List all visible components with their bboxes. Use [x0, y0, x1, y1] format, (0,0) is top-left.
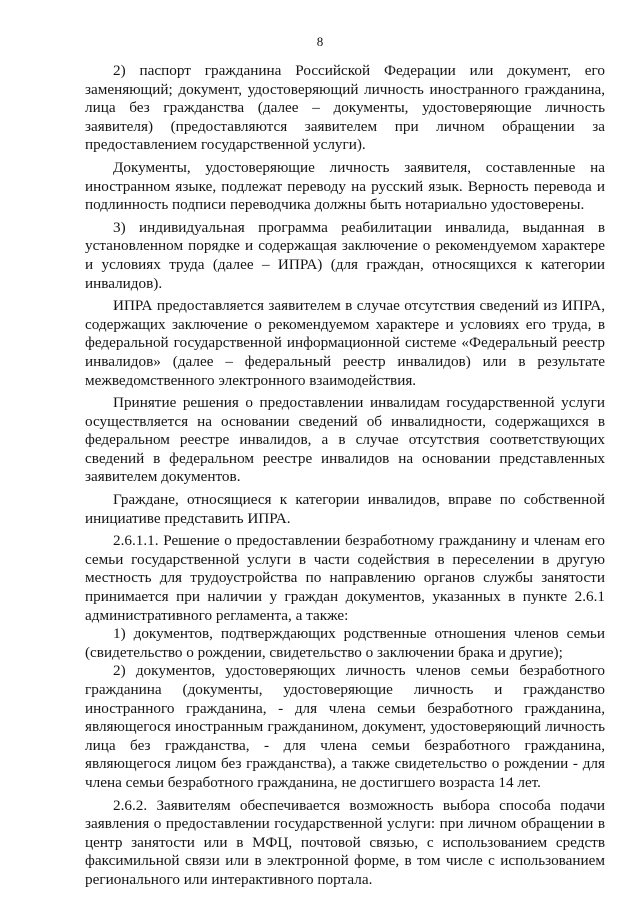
- paragraph-ipra-provision: ИПРА предоставляется заявителем в случае отсутствия сведений из ИПРА, содержащих заключение о рекомендуемом характере и условиях его труда, в федеральной государственной информационной системе «Федеральный реестр инвалидов» (далее – федеральный реестр инвалидов) или в результате межведомственного электронного взаимодействия.: [85, 297, 605, 389]
- paragraph-2-6-1-1: 2.6.1.1. Решение о предоставлении безработному гражданину и членам его семьи государственной услуги в части содействия в переселении в другую местность для трудоустройства по направлению органов службы занятости принимается при наличии у граждан документов, указанных в пункте 2.6.1 административного регламента, а также:: [85, 532, 605, 624]
- paragraph-passport: 2) паспорт гражданина Российской Федерации или документ, его заменяющий; документ, удостоверяющий личность иностранного гражданина, лица без гражданства (далее – документы, удостоверяющие личность заявителя) (предоставляются заявителем при личном обращении за предоставлением государственной услуги).: [85, 62, 605, 154]
- paragraph-ipra: 3) индивидуальная программа реабилитации инвалида, выданная в установленном порядке и содержащая заключение о рекомендуемом характере и условиях труда (далее – ИПРА) (для граждан, относящихся к категории инвалидов).: [85, 218, 605, 292]
- document-body: [85, 62, 605, 894]
- paragraph-disabled-initiative: Граждане, относящиеся к категории инвалидов, вправе по собственной инициативе представить ИПРА.: [85, 491, 605, 527]
- paragraph-identity-docs: 2) документов, удостоверяющих личность членов семьи безработного гражданина (документы, удостоверяющие личность и гражданство иностранного гражданина, - для члена семьи безработного гражданина, являющегося иностранным гражданином, документ, удостоверяющий личность лица без гражданства, - для члена семьи безработного гражданина, являющегося лицом без гражданства), а также свидетельство о рождении - для члена семьи безработного гражданина, не достигшего возраста 14 лет.: [85, 662, 605, 791]
- paragraph-kinship-docs: 1) документов, подтверждающих родственные отношения членов семьи (свидетельство о рождении, свидетельство о заключении брака и другие);: [85, 625, 605, 661]
- paragraph-translation: Документы, удостоверяющие личность заявителя, составленные на иностранном языке, подлежат переводу на русский язык. Верность перевода и подлинность подписи переводчика должны быть нотариально удостоверены.: [85, 158, 605, 214]
- page-number: 8: [316, 34, 324, 49]
- paragraph-2-6-2: 2.6.2. Заявителям обеспечивается возможность выбора способа подачи заявления о предоставлении государственной услуги: при личном обращении в центр занятости или в МФЦ, почтовой связью, с использованием средств факсимильной связи или в электронной форме, в том числе с использованием регионального или интерактивного портала.: [85, 796, 605, 888]
- paragraph-decision: Принятие решения о предоставлении инвалидам государственной услуги осуществляется на основании сведений об инвалидности, содержащихся в федеральном реестре инвалидов, а в случае отсутствия соответствующих сведений в федеральном реестре инвалидов на основании представленных заявителем документов.: [85, 394, 605, 486]
